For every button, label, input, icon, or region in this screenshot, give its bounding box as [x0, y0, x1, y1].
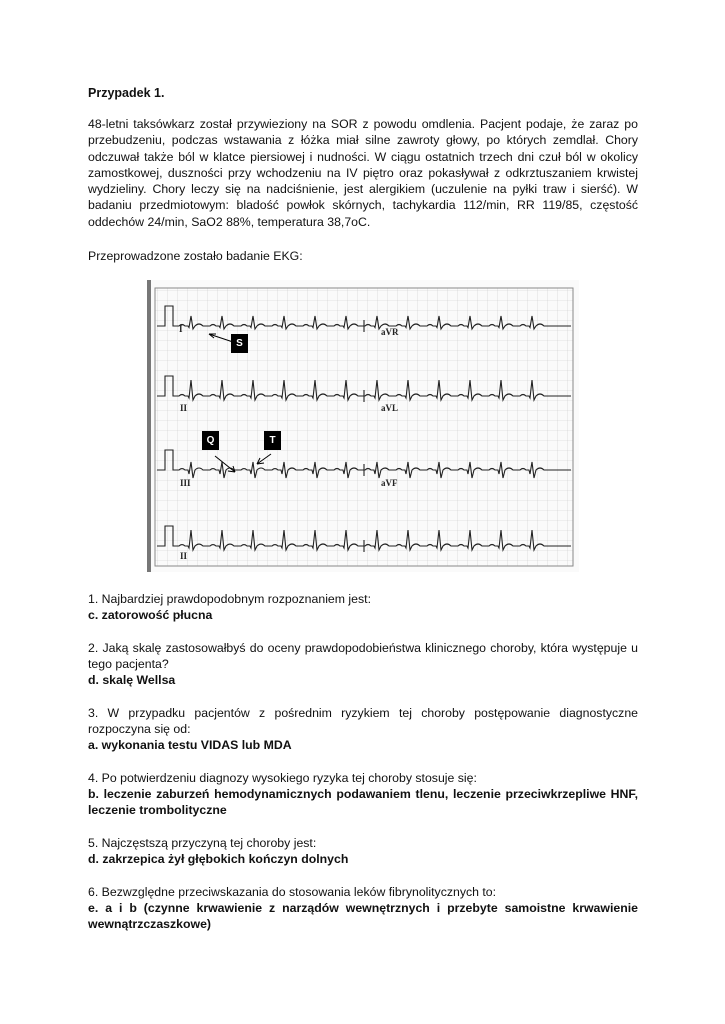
t-wave-marker: T	[264, 431, 281, 450]
answer-1: c. zatorowość płucna	[88, 608, 213, 622]
ekg-figure	[147, 280, 579, 572]
question-1: 1. Najbardziej prawdopodobnym rozpoznaniem jest:	[88, 592, 371, 606]
q-wave-marker: Q	[202, 431, 219, 450]
figure-left-bar	[147, 280, 151, 572]
lead-label-aVL: aVL	[381, 403, 399, 413]
answer-5: d. zakrzepica żył głębokich kończyn dolnych	[88, 852, 349, 866]
s-wave-marker: S	[231, 334, 248, 353]
question-2: 2. Jaką skalę zastosowałbyś do oceny prawdopodobieństwa klinicznego choroby, która występuje u tego pacjenta?	[88, 641, 638, 672]
answer-2: d. skalę Wellsa	[88, 673, 176, 687]
answer-6: e. a i b (czynne krwawienie z narządów wewnętrznych i przebyte samoistne krwawienie wewnątrzczaszkowe)	[88, 901, 638, 932]
lead-label-aVR: aVR	[381, 327, 399, 337]
question-3: 3. W przypadku pacjentów z pośrednim ryzykiem tej choroby postępowanie diagnostyczne rozpoczyna się od:	[88, 706, 638, 737]
lead-label-III: III	[180, 478, 191, 488]
answer-4: b. leczenie zaburzeń hemodynamicznych podawaniem tlenu, leczenie przeciwkrzepliwe HNF, leczenie trombolityczne	[88, 787, 638, 818]
lead-label-aVF: aVF	[381, 478, 398, 488]
case-title: Przypadek 1.	[88, 86, 165, 100]
lead-label-I: I	[179, 324, 183, 334]
lead-label-II: II	[180, 403, 188, 413]
question-4: 4. Po potwierdzeniu diagnozy wysokiego ryzyka tej choroby stosuje się:	[88, 771, 477, 785]
lead-label-II-rhythm: II	[180, 551, 188, 561]
question-5: 5. Najczęstszą przyczyną tej choroby jest:	[88, 836, 317, 850]
ekg-tracing	[147, 280, 579, 572]
case-description: 48-letni taksówkarz został przywieziony na SOR z powodu omdlenia. Pacjent podaje, że zaraz po przebudzeniu, podczas wstawania z łóżka miał silne zawroty głowy, po których zemdlał. Chory odczuwał także ból w klatce piersiowej i nudności. W ciągu ostatnich trzech dni czuł ból w okolicy zamostkowej, duszności przy wchodzeniu na IV piętro oraz pokasływał z odkrztuszaniem krwistej wydzieliny. Chory leczy się na nadciśnienie, jest alergikiem (uczulenie na pyłki traw i sierść). W badaniu przedmiotowym: bladość powłok skórnych, tachykardia 112/min, RR 119/85, częstość oddechów 24/min, SaO2 88%, temperatura 38,7oC.	[88, 117, 638, 229]
question-6: 6. Bezwzględne przeciwskazania do stosowania leków fibrynolitycznych to:	[88, 885, 497, 899]
ekg-intro: Przeprowadzone zostało badanie EKG:	[88, 249, 303, 263]
answer-3: a. wykonania testu VIDAS lub MDA	[88, 738, 292, 752]
